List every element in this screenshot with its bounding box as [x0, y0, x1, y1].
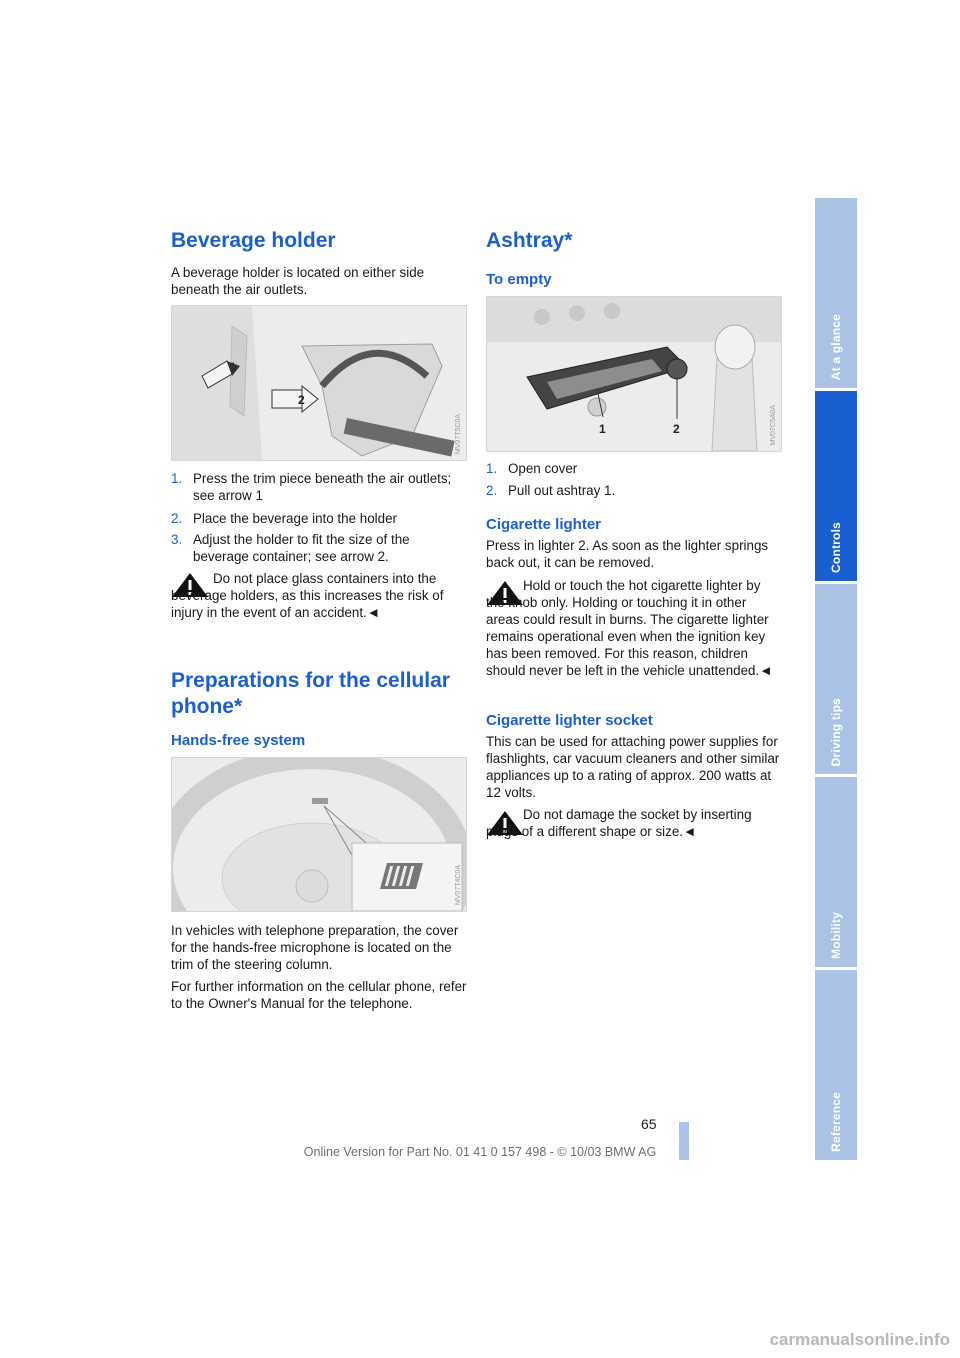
hands-free-paragraph-2: For further information on the cellular phone, refer to the Owner's Manual for the telephone. [171, 979, 467, 1011]
tab-driving-tips[interactable]: Driving tips [815, 584, 857, 774]
ashtray-step-1: 1. Open cover [486, 461, 578, 476]
cigarette-lighter-intro: Press in lighter 2. As soon as the lighter springs back out, it can be removed. [486, 538, 769, 570]
hands-free-subheading: Hands-free system [171, 732, 306, 749]
beverage-holder-illustration [172, 306, 466, 460]
lighter-socket-intro: This can be used for attaching power supplies for flashlights, car vacuum cleaners and other similar appliances up to a rating of approx. 200 watts at 12 volts. [486, 734, 780, 800]
lighter-socket-warning: Do not damage the socket by inserting plugs of a different shape or size.◄ [486, 807, 752, 839]
beverage-holder-figure [171, 305, 467, 461]
figure-label-2: 2 [673, 422, 680, 436]
ashtray-step-2: 2. Pull out ashtray 1. [486, 483, 616, 498]
svg-text:2: 2 [298, 393, 305, 407]
lighter-socket-subheading: Cigarette lighter socket [486, 712, 653, 729]
watermark: carmanualsonline.info [769, 1330, 950, 1349]
page-number: 65 [641, 1116, 657, 1132]
beverage-step-3: 3. Adjust the holder to fit the size of the beverage container; see arrow 2. [171, 532, 410, 564]
svg-text:1: 1 [230, 361, 237, 373]
cigarette-lighter-subheading: Cigarette lighter [486, 516, 602, 533]
cigarette-lighter-warning: Hold or touch the hot cigarette lighter by the knob only. Holding or touching it in other areas could result in burns. The cigarette lighter remains operational even when the ignition key has been removed. For this reason, children should never be left in the vehicle unattended.◄ [486, 578, 773, 678]
to-empty-subheading: To empty [486, 271, 552, 288]
beverage-intro: A beverage holder is located on either side beneath the air outlets. [171, 265, 425, 297]
steering-wheel-illustration [172, 758, 466, 911]
ashtray-figure [486, 296, 782, 452]
beverage-step-1: 1. Press the trim piece beneath the air outlets; see arrow 1 [171, 471, 452, 503]
tab-at-a-glance[interactable]: At a glance [815, 198, 857, 388]
ashtray-heading: Ashtray* [486, 229, 573, 252]
cellular-heading: Preparations for the cellular phone* [171, 669, 450, 718]
section-tabs [815, 198, 857, 1160]
tab-reference[interactable]: Reference [815, 970, 857, 1160]
hands-free-paragraph-1: In vehicles with telephone preparation, the cover for the hands-free microphone is located on the trim of the steering column. [171, 923, 459, 972]
ashtray-illustration [487, 297, 781, 451]
figure-code: MV07C5A0A [770, 404, 777, 445]
tab-controls[interactable]: Controls [815, 391, 857, 581]
beverage-holder-heading: Beverage holder [171, 229, 336, 252]
figure-label-1: 1 [599, 422, 606, 436]
figure-code: MV07T5C0A [455, 413, 462, 454]
footer-text: Online Version for Part No. 01 41 0 157 498 - © 10/03 BMW AG [303, 1145, 657, 1159]
microphone-grille-icon [380, 863, 423, 889]
figure-code: MV07T4C0A [455, 864, 462, 905]
beverage-warning: Do not place glass containers into the beverage holders, as this increases the risk of injury in the event of an accident.◄ [171, 571, 444, 620]
beverage-step-2: 2. Place the beverage into the holder [171, 511, 397, 526]
tab-mobility[interactable]: Mobility [815, 777, 857, 967]
hands-free-figure [171, 757, 467, 912]
